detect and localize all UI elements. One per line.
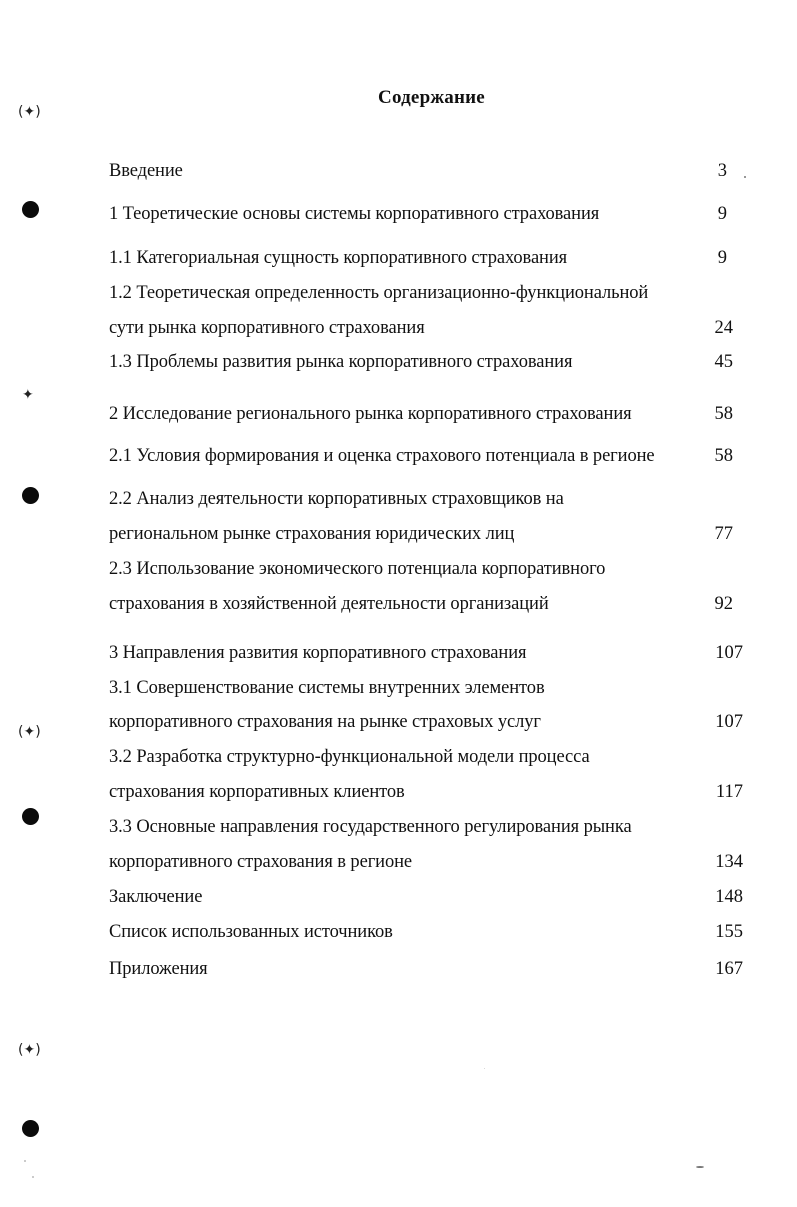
toc-page-2-3: 92 <box>714 594 733 614</box>
toc-entry-2-2-line1: 2.2 Анализ деятельности корпоративных страховщиков на <box>109 489 564 509</box>
toc-page-intro: 3 <box>717 161 727 181</box>
toc-page-ch1: 9 <box>717 204 727 224</box>
toc-entry-1-3: 1.3 Проблемы развития рынка корпоративного страхования <box>109 352 573 372</box>
toc-entry-conclusion: Заключение <box>109 887 203 907</box>
toc-entry-2-3-line1: 2.3 Использование экономического потенциала корпоративного <box>109 559 606 579</box>
punch-hole <box>22 1120 39 1137</box>
toc-entry-3-3-line1: 3.3 Основные направления государственного регулирования рынка <box>109 817 632 837</box>
toc-entry-3-2-line2: страхования корпоративных клиентов <box>109 782 405 802</box>
margin-mark-icon: (✦) <box>18 104 41 120</box>
page-title: Содержание <box>378 87 485 108</box>
toc-entry-2-2-line2: региональном рынке страхования юридических лиц <box>109 524 515 544</box>
toc-page-1-3: 45 <box>714 352 733 372</box>
toc-page-conclusion: 148 <box>715 887 743 907</box>
toc-entry-3-2-line1: 3.2 Разработка структурно-функциональной модели процесса <box>109 747 590 767</box>
toc-entry-references: Список использованных источников <box>109 922 393 942</box>
toc-entry-appendices: Приложения <box>109 959 208 979</box>
toc-entry-2-1: 2.1 Условия формирования и оценка страхового потенциала в регионе <box>109 446 655 466</box>
toc-entry-3-1-line2: корпоративного страхования на рынке страховых услуг <box>109 712 541 732</box>
toc-page-1-2: 24 <box>714 318 733 338</box>
toc-entry-2-3-line2: страхования в хозяйственной деятельности организаций <box>109 594 549 614</box>
margin-mark-icon: (✦) <box>18 1042 41 1058</box>
punch-hole <box>22 201 39 218</box>
punch-hole <box>22 487 39 504</box>
toc-page-3-2: 117 <box>715 782 743 802</box>
scan-speck <box>484 1068 485 1069</box>
toc-page-2-1: 58 <box>714 446 733 466</box>
toc-page-ch2: 58 <box>714 404 733 424</box>
toc-entry-1-1: 1.1 Категориальная сущность корпоративного страхования <box>109 248 568 268</box>
toc-page-3-1: 107 <box>715 712 743 732</box>
toc-page-references: 155 <box>715 922 743 942</box>
toc-entry-1-2-line2: сути рынка корпоративного страхования <box>109 318 425 338</box>
margin-mark-icon: (✦) <box>18 724 41 740</box>
punch-hole <box>22 808 39 825</box>
toc-entry-3-1-line1: 3.1 Совершенствование системы внутренних элементов <box>109 678 545 698</box>
toc-entry-ch1: 1 Теоретические основы системы корпоративного страхования <box>109 204 600 224</box>
toc-entry-1-2-line1: 1.2 Теоретическая определенность организационно-функциональной <box>109 283 649 303</box>
scan-speck <box>32 1176 34 1178</box>
scan-speck <box>24 1160 26 1162</box>
toc-entry-intro: Введение <box>109 161 183 181</box>
margin-mark-icon: ✦ <box>22 387 34 403</box>
toc-page-ch3: 107 <box>715 643 743 663</box>
toc-page-1-1: 9 <box>717 248 727 268</box>
scan-speck <box>744 176 746 178</box>
toc-entry-ch2: 2 Исследование регионального рынка корпоративного страхования <box>109 404 632 424</box>
toc-page-2-2: 77 <box>714 524 733 544</box>
toc-page-3-3: 134 <box>715 852 743 872</box>
toc-page-appendices: 167 <box>715 959 743 979</box>
scan-speck <box>696 1166 704 1168</box>
toc-entry-ch3: 3 Направления развития корпоративного страхования <box>109 643 527 663</box>
toc-entry-3-3-line2: корпоративного страхования в регионе <box>109 852 413 872</box>
